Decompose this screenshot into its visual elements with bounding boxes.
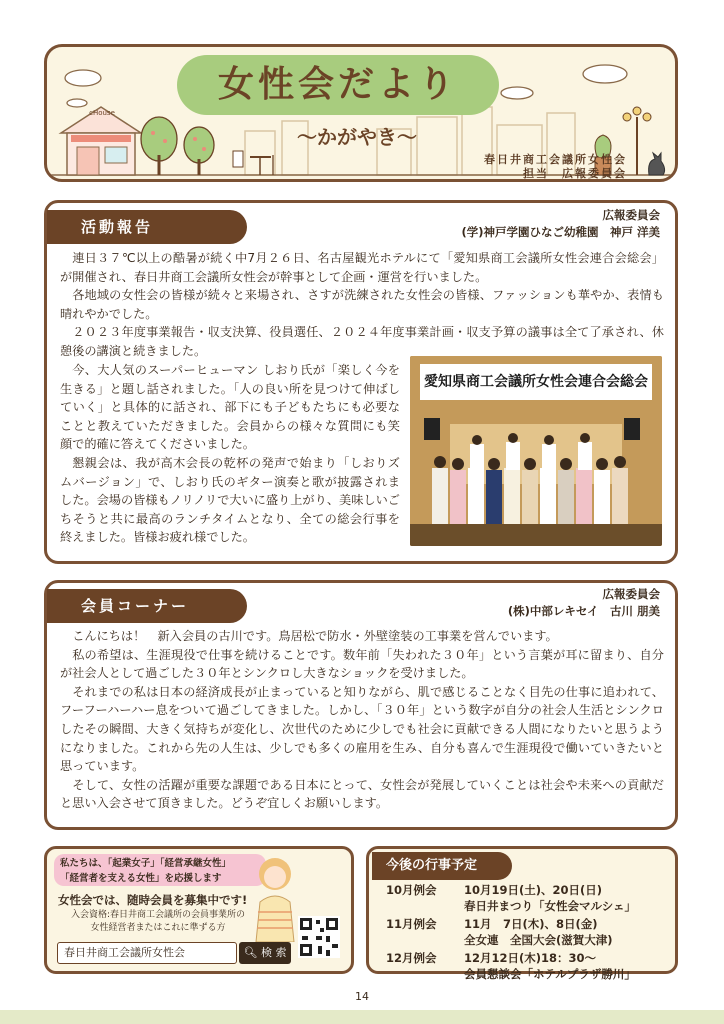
- event-label: 10月例会: [386, 883, 437, 897]
- event-details: [464, 916, 613, 948]
- qr-code-icon[interactable]: [298, 916, 340, 958]
- newsletter-header: [44, 44, 678, 182]
- search-icon: 🔍︎: [243, 946, 258, 959]
- qualification-line: 女性経営者またはこれに準ずる方: [90, 923, 226, 933]
- activity-report-tab: 活動報告: [47, 210, 247, 244]
- events-list: [386, 882, 666, 982]
- paragraph: そして、女性の活躍が重要な課題である日本にとって、女性会が発展していくことは社会や未来への貢献だと思い入会させて頂きました。どうぞ宜しくお願いします。: [60, 777, 664, 811]
- events-title: 今後の行事予定: [372, 852, 512, 880]
- search-input[interactable]: 春日井商工会議所女性会: [57, 942, 237, 964]
- footer-band: [0, 1010, 724, 1024]
- byline-role: 広報委員会: [602, 587, 660, 601]
- event-item: [386, 882, 666, 914]
- paragraph: こんにちは！ 新入会員の古川です。鳥居松で防水・外壁塗装の工事業を営んでいます。: [72, 629, 558, 643]
- event-label: 11月例会: [386, 917, 437, 931]
- responsible-committee: 担当 広報委員会: [523, 167, 627, 180]
- activity-byline: [380, 207, 660, 241]
- paragraph: 私の希望は、生涯現役で仕事を続けることです。数年前「失われた３０年」という言葉が耳に留まり、自分が社会人として過ごした３０年とシンクロし大きなショックを受けました。: [60, 647, 664, 681]
- activity-body-lower: [60, 361, 400, 547]
- qualification-line: 入会資格:春日井商工会議所の会員事業所の: [70, 910, 246, 920]
- event-item: [386, 950, 666, 982]
- paragraph: 連日３７℃以上の酷暑が続く中7月２６日、名古屋観光ホテルにて「愛知県商工会議所女性会連合会総会」が開催され、春日井商工会議所女性会が幹事として企画・運営を行いました。: [60, 251, 664, 284]
- members-corner-tab: 会員コーナー: [47, 589, 247, 623]
- event-date: 10月19日(土)、20日(日): [464, 883, 603, 897]
- paragraph: 今、大人気のスーパーヒューマン しおり氏が「楽しく今を生きる」と題し話されました。「人の良い所を見つけて伸ばしていく」と具体的に話され、部下にも子どもたちにも必要なことと教えていただきました。会員からの様々な質問にも笑顔で的確に答えてくださいました。: [60, 363, 400, 452]
- event-description: 春日井まつり「女性会マルシェ」: [464, 899, 636, 913]
- newsletter-subtitle: 〜かがやき〜: [297, 125, 417, 149]
- paragraph: ２０２３年度事業報告・収支決算、役員選任、２０２４年度事業計画・収支予算の議事は全て了承され、休憩後の講演と続きました。: [60, 325, 664, 358]
- members-body: [60, 627, 664, 813]
- activity-body-upper: [60, 249, 664, 361]
- byline-role: 広報委員会: [602, 208, 660, 222]
- search-button-label: 検 索: [260, 946, 287, 959]
- shop-sign: cHouse: [89, 109, 115, 117]
- event-item: [386, 916, 666, 948]
- woman-illustration: [250, 852, 300, 942]
- byline-name: (学)神戸学園ひなご幼稚園 神戸 洋美: [461, 225, 660, 239]
- paragraph: それまでの私は日本の経済成長が止まっていると知りながら、肌で感じることなく目先の仕事に追われて、フーフーハーハー息をついて過ごしてきました。しかし、「３０年」という数字が自分の社会人生活とシンクロしたその瞬間、大きく気持ちが変化し、次世代のために少しでも社会に貢献できる人間になりたいと思うようになりました。これから先の人生は、少しでも多くの雇用を生み、自分も喜んで生涯現役で働いていきたいと思っています。: [60, 684, 664, 774]
- members-byline: [380, 586, 660, 620]
- event-description: 全女連 全国大会(滋賀大津): [464, 933, 613, 947]
- search-button[interactable]: [239, 942, 291, 964]
- organization-name: 春日井商工会議所女性会: [484, 153, 627, 166]
- bubble-line: 私たちは、「起業女子」「経営承継女性」: [60, 858, 232, 869]
- paragraph: 懇親会は、我が高木会長の乾杯の発声で始まり「しおりズムバージョン」で、しおり氏のギター演奏と歌が披露されました。会場の皆様もノリノリで大いに盛り上がり、美味しいごちそうと共に最高のランチタイムとなり、全ての総会行事を終えました。皆様お疲れ様でした。: [60, 455, 400, 545]
- byline-name: (株)中部レキセイ 古川 朋美: [507, 604, 660, 618]
- event-group-photo: [410, 356, 662, 546]
- event-label: 12月例会: [386, 951, 437, 965]
- recruit-headline: 女性会では、随時会員を募集中です!: [58, 893, 248, 907]
- bubble-line: 「経営者を支える女性」を応援します: [60, 873, 222, 884]
- event-details: [464, 882, 636, 914]
- newsletter-title: 女性会だより: [217, 64, 458, 105]
- membership-qualification: [58, 909, 258, 935]
- event-date: 11月 7日(木)、8日(金): [464, 917, 598, 931]
- event-details: [464, 950, 636, 982]
- photo-banner-text: 愛知県商工会議所女性会連合会総会: [424, 374, 648, 390]
- event-description: 会員懇談会「ホテルプラザ勝川」: [464, 967, 636, 981]
- event-date: 12月12日(木)18：30〜: [464, 951, 597, 965]
- support-speech-bubble: [54, 854, 266, 886]
- paragraph: 各地域の女性会の皆様が続々と来場され、さすが洗練された女性会の皆様、ファッションも華やか、表情も晴れやかでした。: [60, 288, 664, 321]
- page-number: 14: [355, 990, 369, 1003]
